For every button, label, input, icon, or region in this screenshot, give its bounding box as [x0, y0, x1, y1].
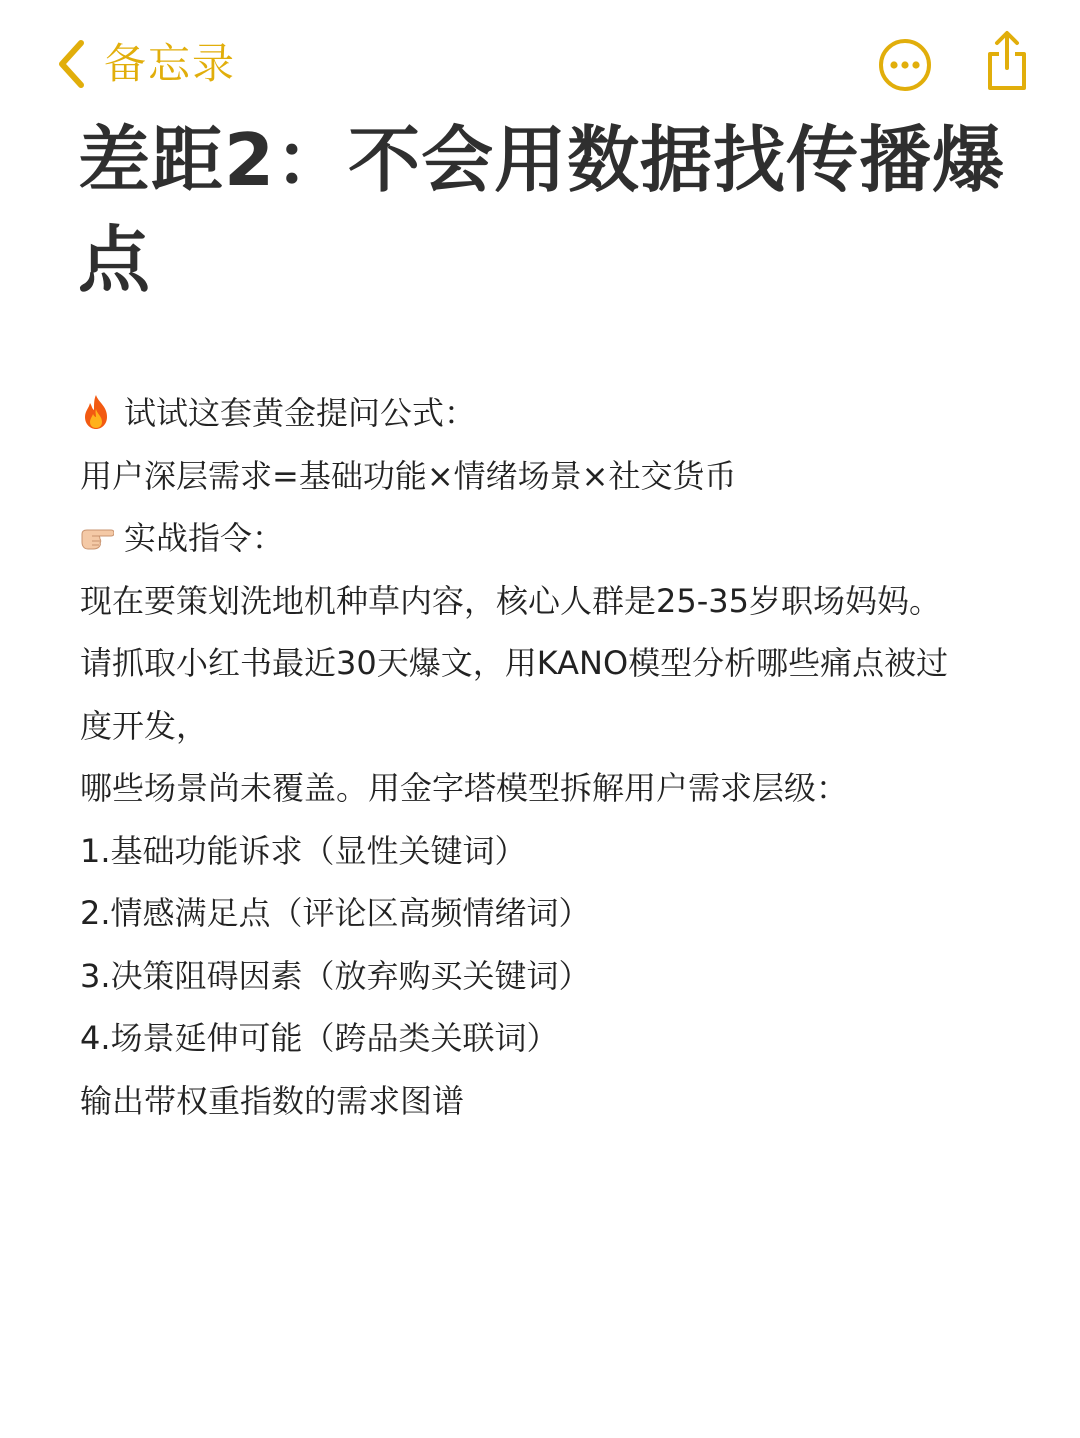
fire-icon: [80, 394, 114, 430]
note-line: 度开发，: [80, 706, 209, 745]
chevron-left-icon: [56, 39, 86, 89]
share-icon: [982, 30, 1032, 92]
note-line: 4.场景延伸可能（跨品类关联词）: [80, 1019, 559, 1057]
note-line: 3.决策阻碍因素（放弃购买关键词）: [80, 956, 591, 995]
note-title: 差距2：不会用数据找传播爆点: [78, 118, 1006, 302]
note-line: 用户深层需求=基础功能×情绪场景×社交货币: [80, 456, 737, 495]
note-line: 哪些场景尚未覆盖。用金字塔模型拆解用户需求层级：: [80, 769, 849, 807]
back-button[interactable]: [56, 36, 236, 92]
navigation-bar: [0, 0, 1080, 120]
more-options-button[interactable]: [876, 36, 934, 94]
note-line: 输出带权重指数的需求图谱: [80, 1081, 465, 1120]
pointing-hand-icon: [80, 524, 114, 550]
share-button[interactable]: [978, 32, 1036, 90]
note-line: [80, 507, 1020, 570]
note-line: 2.情感满足点（评论区高频情绪词）: [80, 894, 591, 932]
back-label: 备忘录: [104, 39, 237, 88]
note-line-text: 试试这套黄金提问公式：: [124, 394, 477, 432]
note-line: 1.基础功能诉求（显性关键词）: [80, 831, 527, 870]
note-line: 请抓取小红书最近30天爆文，用KANO模型分析哪些痛点被过: [80, 644, 949, 682]
note-line: [80, 382, 1020, 445]
note-line: 现在要策划洗地机种草内容，核心人群是25-35岁职场妈妈。: [80, 581, 941, 620]
note-line-text: 实战指令：: [124, 519, 285, 557]
note-body[interactable]: [80, 382, 1020, 1132]
ellipsis-circle-icon: [877, 37, 933, 93]
